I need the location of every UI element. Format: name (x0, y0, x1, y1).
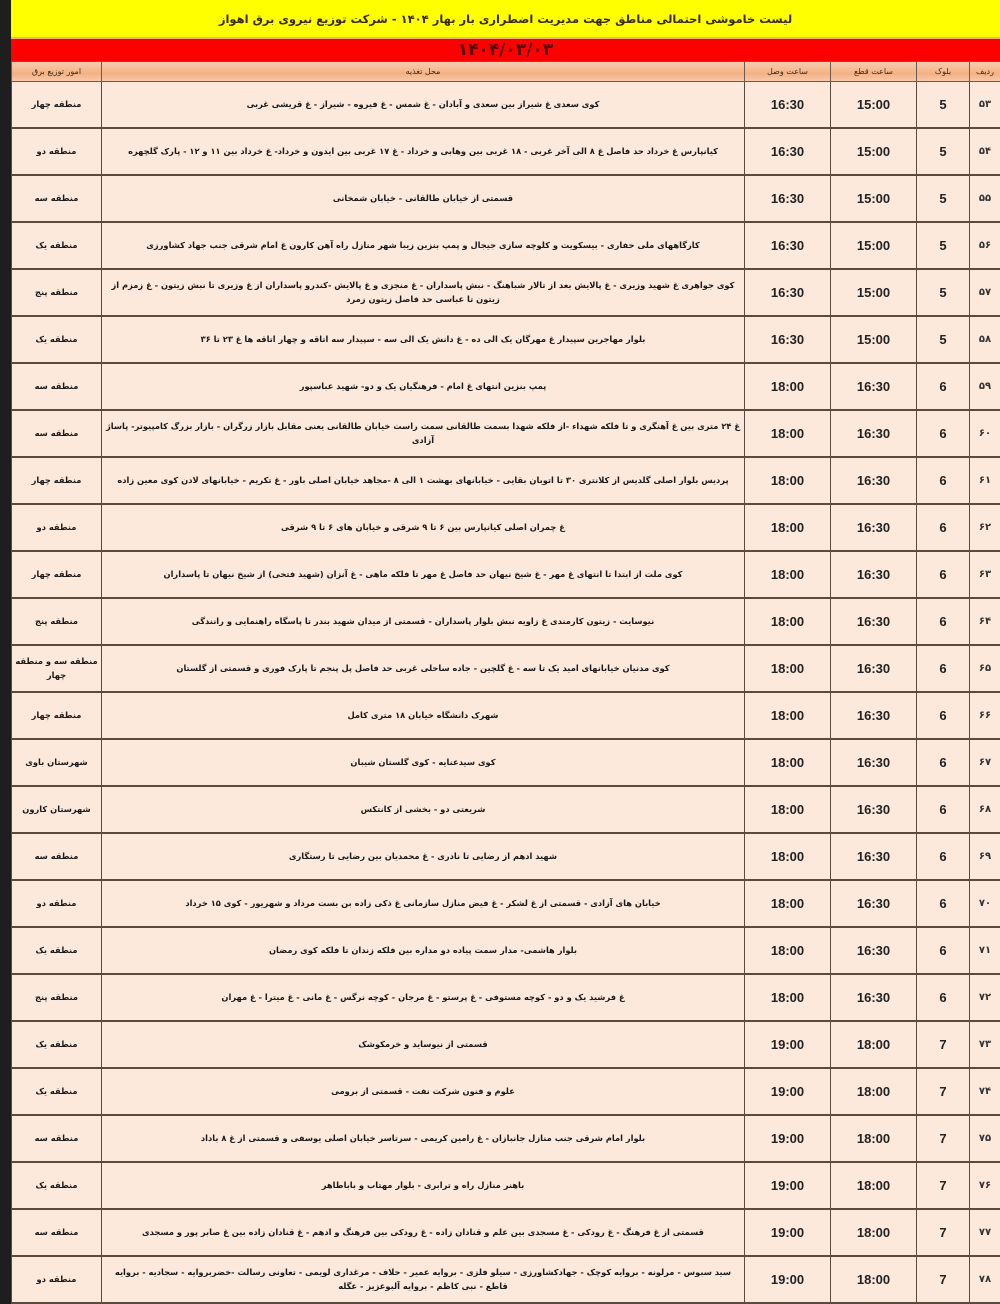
row-number-cell: ۶۸ (970, 786, 1000, 833)
connect-time-cell: 18:00 (745, 410, 831, 457)
connect-time-cell: 18:00 (745, 551, 831, 598)
row-number-cell: ۶۶ (970, 692, 1000, 739)
connect-time-cell: 16:30 (745, 269, 831, 316)
region-cell: منطقه سه (12, 410, 102, 457)
connect-time-cell: 19:00 (745, 1115, 831, 1162)
table-row (12, 692, 1000, 739)
region-cell: منطقه سه (12, 175, 102, 222)
connect-time-cell: 19:00 (745, 1256, 831, 1303)
location-cell: کوی مدنیان خیابانهای امید یک تا سه - غ گلچین - جاده ساحلی غربی حد فاصل پل پنجم تا پارک فوری و قسمتی از گلستان (102, 645, 745, 692)
region-cell: منطقه دو (12, 504, 102, 551)
row-number-cell: ۵۴ (970, 128, 1000, 175)
cut-time-cell: 16:30 (831, 880, 917, 927)
cut-time-cell: 16:30 (831, 457, 917, 504)
table-body (12, 82, 1000, 1304)
table-row (12, 316, 1000, 363)
table-row (12, 82, 1000, 129)
cut-time-cell: 16:30 (831, 598, 917, 645)
row-number-cell: ۶۵ (970, 645, 1000, 692)
cut-time-cell: 16:30 (831, 645, 917, 692)
row-number-cell: ۵۸ (970, 316, 1000, 363)
table-row (12, 410, 1000, 457)
location-cell: کارگاههای ملی حفاری - بیسکویت و کلوچه سازی جیجال و پمپ بنزین زیبا شهر منازل راه آهن کارون غ امام شرقی جنب جهاد کشاورزی (102, 222, 745, 269)
block-number-cell: 6 (917, 598, 970, 645)
cut-time-cell: 15:00 (831, 222, 917, 269)
table-row (12, 457, 1000, 504)
row-number-cell: ۷۰ (970, 880, 1000, 927)
cut-time-cell: 15:00 (831, 316, 917, 363)
cut-time-cell: 16:30 (831, 974, 917, 1021)
cut-time-cell: 16:30 (831, 363, 917, 410)
table-header-row (12, 62, 1000, 82)
location-cell: قسمتی از خیابان طالقانی - خیابان شمخانی (102, 175, 745, 222)
block-number-cell: 6 (917, 410, 970, 457)
block-number-cell: 6 (917, 504, 970, 551)
connect-time-cell: 18:00 (745, 974, 831, 1021)
table-row (12, 598, 1000, 645)
block-number-cell: 6 (917, 833, 970, 880)
table-row (12, 1209, 1000, 1256)
row-number-cell: ۷۴ (970, 1068, 1000, 1115)
column-header-location: محل تغذیه (102, 62, 745, 82)
date-bar (11, 39, 1000, 61)
table-row (12, 1021, 1000, 1068)
cut-time-cell: 16:30 (831, 739, 917, 786)
cut-time-cell: 18:00 (831, 1115, 917, 1162)
location-cell: باهنر منازل راه و ترابری - بلوار مهتاب و باباطاهر (102, 1162, 745, 1209)
location-cell: کوی ملت از ابتدا تا انتهای غ مهر - غ شیخ نیهان حد فاصل غ مهر تا فلکه ماهی - غ آنزان (شهید فتحی) از شیخ نیهان تا پاسداران (102, 551, 745, 598)
column-header-block: بلوک (917, 62, 970, 82)
block-number-cell: 5 (917, 175, 970, 222)
location-cell: شهید ادهم از رضایی تا نادری - غ محمدیان بین رضایی تا رستگاری (102, 833, 745, 880)
row-number-cell: ۶۱ (970, 457, 1000, 504)
region-cell: منطقه سه و منطقه چهار (12, 645, 102, 692)
region-cell: منطقه چهار (12, 82, 102, 129)
connect-time-cell: 18:00 (745, 692, 831, 739)
region-cell: منطقه چهار (12, 551, 102, 598)
cut-time-cell: 18:00 (831, 1209, 917, 1256)
block-number-cell: 6 (917, 645, 970, 692)
location-cell: پردیس بلوار اصلی گلدیس از کلانتری ۳۰ تا اتوبان بقایی - خیابانهای بهشت ۱ الی ۸ -مجاهد خیابان اصلی باور - غ تکریم - خیابانهای لادن کوی معین زاده (102, 457, 745, 504)
block-number-cell: 7 (917, 1256, 970, 1303)
table-row (12, 880, 1000, 927)
cut-time-cell: 15:00 (831, 128, 917, 175)
location-cell: شریعتی دو - بخشی از کانتکس (102, 786, 745, 833)
block-number-cell: 6 (917, 457, 970, 504)
connect-time-cell: 18:00 (745, 457, 831, 504)
block-number-cell: 5 (917, 316, 970, 363)
table-row (12, 175, 1000, 222)
table-row (12, 128, 1000, 175)
row-number-cell: ۷۶ (970, 1162, 1000, 1209)
region-cell: منطقه دو (12, 128, 102, 175)
block-number-cell: 7 (917, 1162, 970, 1209)
location-cell: شهرک دانشگاه خیابان ۱۸ متری کامل (102, 692, 745, 739)
row-number-cell: ۷۳ (970, 1021, 1000, 1068)
cut-time-cell: 16:30 (831, 410, 917, 457)
column-header-cut-time: ساعت قطع (831, 62, 917, 82)
connect-time-cell: 18:00 (745, 786, 831, 833)
table-row (12, 1115, 1000, 1162)
table-row (12, 1068, 1000, 1115)
connect-time-cell: 19:00 (745, 1209, 831, 1256)
cut-time-cell: 16:30 (831, 833, 917, 880)
row-number-cell: ۵۹ (970, 363, 1000, 410)
region-cell: منطقه یک (12, 316, 102, 363)
schedule-table (11, 61, 1000, 1304)
connect-time-cell: 18:00 (745, 833, 831, 880)
location-cell: کوی سیدعنایه - کوی گلستان شیبان (102, 739, 745, 786)
cut-time-cell: 15:00 (831, 82, 917, 129)
block-number-cell: 5 (917, 82, 970, 129)
row-number-cell: ۵۷ (970, 269, 1000, 316)
region-cell: منطقه سه (12, 833, 102, 880)
connect-time-cell: 19:00 (745, 1162, 831, 1209)
region-cell: منطقه سه (12, 363, 102, 410)
table-row (12, 504, 1000, 551)
region-cell: شهرستان باوی (12, 739, 102, 786)
row-number-cell: ۵۳ (970, 82, 1000, 129)
connect-time-cell: 18:00 (745, 927, 831, 974)
blackout-schedule-page (11, 0, 1000, 1280)
table-row (12, 645, 1000, 692)
location-cell: بلوار هاشمی- مدار سمت پیاده دو مداره بین فلکه زندان تا فلکه کوی رمضان (102, 927, 745, 974)
location-cell: قسمتی از نیوساید و خرمکوشک (102, 1021, 745, 1068)
connect-time-cell: 16:30 (745, 82, 831, 129)
region-cell: منطقه یک (12, 927, 102, 974)
connect-time-cell: 18:00 (745, 880, 831, 927)
connect-time-cell: 18:00 (745, 645, 831, 692)
location-cell: غ فرشید یک و دو - کوچه مستوفی - غ پرستو - غ مرجان - کوچه نرگس - غ مانی - غ میترا - غ مهران (102, 974, 745, 1021)
region-cell: منطقه یک (12, 1162, 102, 1209)
connect-time-cell: 19:00 (745, 1021, 831, 1068)
cut-time-cell: 16:30 (831, 551, 917, 598)
row-number-cell: ۶۴ (970, 598, 1000, 645)
table-row (12, 739, 1000, 786)
block-number-cell: 7 (917, 1115, 970, 1162)
location-cell: نیوسایت - زیتون کارمندی غ زاویه نبش بلوار پاسداران - قسمتی از میدان شهید بندر تا پاسگاه راهنمایی و رانندگی (102, 598, 745, 645)
region-cell: منطقه یک (12, 1068, 102, 1115)
table-row (12, 363, 1000, 410)
location-cell: سید سبوس - مرلونه - بروایه کوچک - جهادکشاورزی - سیلو فلزی - بروایه عمیر - حلاف - مرغداری لویمی - تعاونی رسالت -خضربروایه - سجادیه - بروایه قاطع - نبی کاظم - بروایه آلبوعزیز - عگله (102, 1256, 745, 1303)
connect-time-cell: 19:00 (745, 1068, 831, 1115)
block-number-cell: 6 (917, 363, 970, 410)
connect-time-cell: 18:00 (745, 598, 831, 645)
location-cell: بلوار مهاجرین سپیدار غ مهرگان یک الی ده - غ دانش یک الی سه - سپیدار سه اتاقه و چهار اتاقه ها غ ۲۳ تا ۳۶ (102, 316, 745, 363)
location-cell: کوی سعدی غ شیراز بین سعدی و آبادان - غ شمس - غ فیروه - شیراز - غ قریشی غربی (102, 82, 745, 129)
region-cell: منطقه دو (12, 1256, 102, 1303)
table-row (12, 974, 1000, 1021)
table-row (12, 833, 1000, 880)
block-number-cell: 7 (917, 1068, 970, 1115)
row-number-cell: ۶۷ (970, 739, 1000, 786)
block-number-cell: 5 (917, 128, 970, 175)
location-cell: قسمتی از غ فرهنگ - غ رودکی - غ مسجدی بین علم و قنادان زاده - غ رودکی بین فرهنگ و ادهم - غ قنادان زاده بین غ صابر پور و مسجدی (102, 1209, 745, 1256)
row-number-cell: ۶۰ (970, 410, 1000, 457)
row-number-cell: ۷۵ (970, 1115, 1000, 1162)
table-row (12, 786, 1000, 833)
row-number-cell: ۷۲ (970, 974, 1000, 1021)
cut-time-cell: 16:30 (831, 786, 917, 833)
title-bar (11, 0, 1000, 39)
schedule-date: ۱۴۰۴/۰۳/۰۳ (458, 40, 553, 60)
page-title: لیست خاموشی احتمالی مناطق جهت مدیریت اضطراری بار بهار ۱۴۰۴ - شرکت توزیع نیروی برق اهواز (219, 12, 792, 26)
block-number-cell: 5 (917, 269, 970, 316)
region-cell: منطقه یک (12, 222, 102, 269)
block-number-cell: 6 (917, 927, 970, 974)
cut-time-cell: 18:00 (831, 1256, 917, 1303)
block-number-cell: 6 (917, 692, 970, 739)
location-cell: علوم و فنون شرکت نفت - قسمتی از برومی (102, 1068, 745, 1115)
table-row (12, 222, 1000, 269)
row-number-cell: ۶۲ (970, 504, 1000, 551)
cut-time-cell: 18:00 (831, 1021, 917, 1068)
block-number-cell: 6 (917, 551, 970, 598)
location-cell: غ چمران اصلی کیانپارس بین ۶ تا ۹ شرقی و خیابان های ۶ تا ۹ شرقی (102, 504, 745, 551)
block-number-cell: 7 (917, 1209, 970, 1256)
block-number-cell: 5 (917, 222, 970, 269)
column-header-row: ردیف (970, 62, 1000, 82)
block-number-cell: 7 (917, 1021, 970, 1068)
location-cell: کوی جواهری غ شهید وزیری - غ پالایش بعد از تالار شباهنگ - نبش پاسداران - غ منجزی و غ پالایش -کندرو پاسداران از غ وزیری تا نبش زیتون - غ زمزم از زیتون تا عباسی حد فاصل زیتون زمرد (102, 269, 745, 316)
connect-time-cell: 16:30 (745, 128, 831, 175)
connect-time-cell: 18:00 (745, 739, 831, 786)
column-header-connect-time: ساعت وصل (745, 62, 831, 82)
region-cell: منطقه پنج (12, 974, 102, 1021)
block-number-cell: 6 (917, 974, 970, 1021)
cut-time-cell: 15:00 (831, 175, 917, 222)
cut-time-cell: 16:30 (831, 692, 917, 739)
connect-time-cell: 16:30 (745, 316, 831, 363)
table-row (12, 269, 1000, 316)
region-cell: منطقه دو (12, 880, 102, 927)
row-number-cell: ۶۹ (970, 833, 1000, 880)
cut-time-cell: 18:00 (831, 1162, 917, 1209)
region-cell: شهرستان کارون (12, 786, 102, 833)
connect-time-cell: 18:00 (745, 363, 831, 410)
location-cell: کیانپارس غ خرداد حد فاصل غ ۸ الی آخر غربی - ۱۸ غربی بین وهابی و خرداد - غ ۱۷ غربی بین ایدون و خرداد- غ خرداد بین ۱۱ و ۱۲ - پارک گلچهره (102, 128, 745, 175)
cut-time-cell: 16:30 (831, 504, 917, 551)
table-row (12, 927, 1000, 974)
column-header-region: امور توزیع برق (12, 62, 102, 82)
region-cell: منطقه چهار (12, 692, 102, 739)
cut-time-cell: 18:00 (831, 1068, 917, 1115)
table-row (12, 1162, 1000, 1209)
cut-time-cell: 16:30 (831, 927, 917, 974)
region-cell: منطقه چهار (12, 457, 102, 504)
region-cell: منطقه یک (12, 1021, 102, 1068)
region-cell: منطقه سه (12, 1209, 102, 1256)
location-cell: پمپ بنزین انتهای غ امام - فرهنگیان یک و دو- شهید عباسپور (102, 363, 745, 410)
block-number-cell: 6 (917, 880, 970, 927)
location-cell: خیابان های آزادی - قسمتی از غ لشکر - غ فیض منازل سازمانی غ ذکی زاده بن بست مرداد و شهریور - کوی ۱۵ خرداد (102, 880, 745, 927)
connect-time-cell: 18:00 (745, 504, 831, 551)
row-number-cell: ۵۶ (970, 222, 1000, 269)
region-cell: منطقه سه (12, 1115, 102, 1162)
region-cell: منطقه پنج (12, 598, 102, 645)
cut-time-cell: 15:00 (831, 269, 917, 316)
block-number-cell: 6 (917, 786, 970, 833)
row-number-cell: ۷۷ (970, 1209, 1000, 1256)
row-number-cell: ۶۳ (970, 551, 1000, 598)
table-row (12, 551, 1000, 598)
location-cell: بلوار امام شرقی جنب منازل جانبازان - غ رامین کریمی - سرتاسر خیابان اصلی یوسفی و قسمتی از غ ۸ باداد (102, 1115, 745, 1162)
row-number-cell: ۷۸ (970, 1256, 1000, 1303)
connect-time-cell: 16:30 (745, 222, 831, 269)
location-cell: غ ۲۴ متری بین غ آهنگری و تا فلکه شهداء -از فلکه شهدا بسمت طالقانی سمت راست خیابان طالقانی یعنی مقابل بازار زرگران - بازار بزرگ کامپیوتر- پاساژ آزادی (102, 410, 745, 457)
connect-time-cell: 16:30 (745, 175, 831, 222)
row-number-cell: ۷۱ (970, 927, 1000, 974)
region-cell: منطقه پنج (12, 269, 102, 316)
block-number-cell: 6 (917, 739, 970, 786)
row-number-cell: ۵۵ (970, 175, 1000, 222)
